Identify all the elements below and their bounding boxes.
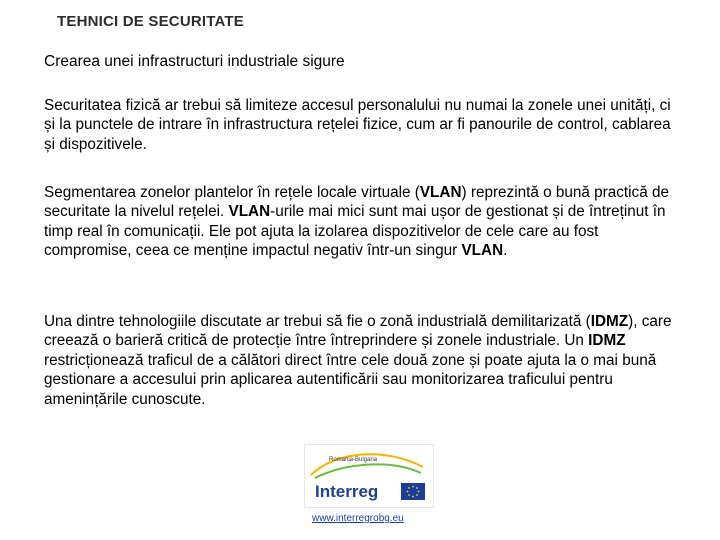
vlan-term: VLAN — [419, 184, 462, 201]
vlan-term: VLAN — [461, 242, 504, 260]
paragraph-physical-security: Securitatea fizică ar trebui să limiteze accesul personalului nu numai la zonele unei unități, ci și la punctele de intrare în infrastructura rețelei fizice, cum ar fi panourile de control, cablarea și dispozitivele. — [44, 97, 671, 153]
interreg-logo — [304, 444, 434, 508]
interreg-wordmark: Interreg — [315, 482, 379, 501]
idmz-term: IDMZ — [588, 332, 626, 350]
slide-subtitle: Crearea unei infrastructuri industriale sigure — [44, 53, 345, 70]
paragraph-text: ), care creează o barieră critică de protecție între întreprindere și zonele industriale. Un — [44, 313, 672, 350]
paragraph-vlan-segmentation — [44, 183, 684, 261]
interreg-logo-graphic — [305, 445, 433, 507]
paragraph-text: Segmentarea zonelor plantelor în rețele locale virtuale ( — [44, 184, 420, 201]
region-text: Romania-Bulgaria — [329, 457, 378, 463]
website-link[interactable]: www.interregrobg.eu — [312, 513, 404, 524]
idmz-term: IDMZ — [590, 313, 629, 330]
paragraph-text: . — [503, 242, 508, 260]
paragraph-text: Una dintre tehnologiile discutate ar trebui să fie o zonă industrială demilitarizată ( — [44, 313, 591, 330]
slide-title: TEHNICI DE SECURITATE — [57, 13, 244, 30]
eu-flag-icon — [401, 483, 425, 500]
paragraph-text: restricționează traficul de a călători direct între cele două zone și poate ajuta la o mai bună gestionare a accesului prin aplicarea autentificării sau monitorizarea traficului pentru amenințările cunoscute. — [44, 351, 657, 408]
paragraph-text: ) reprezintă o bună practică de securitate la nivelul rețelei. — [44, 184, 669, 221]
paragraph-text: -urile mai mici sunt mai ușor de gestionat și de întreținut în timp real în comunicații. Ele pot ajuta la izolarea dispozitivelor de cele care au fost compromise, ceea ce menține impactul negativ într-un singur — [44, 203, 666, 260]
paragraph-idmz — [44, 312, 684, 409]
vlan-term: VLAN — [228, 203, 271, 221]
